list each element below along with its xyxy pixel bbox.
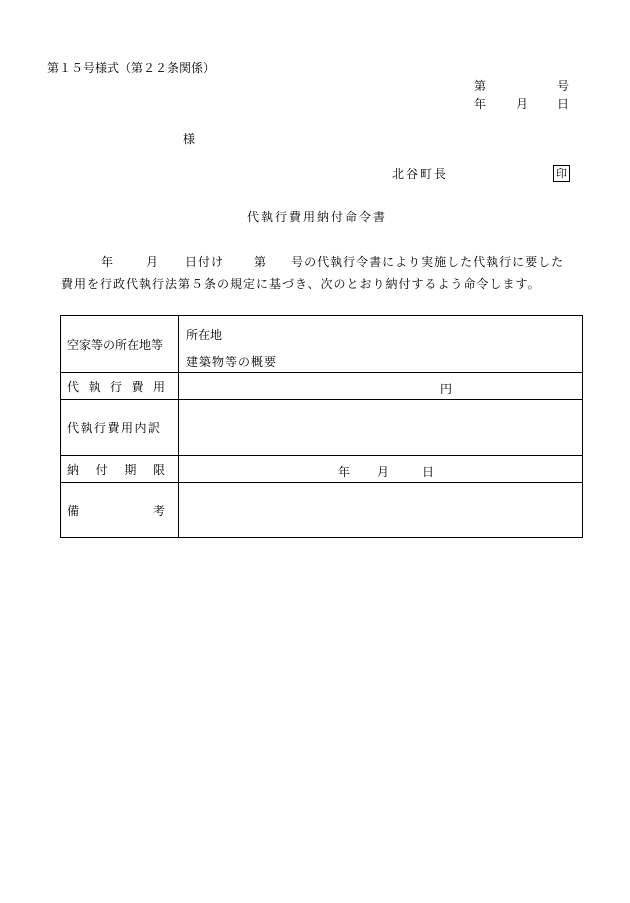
table-row-remarks — [61, 483, 583, 538]
issue-date-month: 月 — [516, 97, 529, 111]
remarks-label — [61, 483, 179, 538]
due-label-char: 限 — [152, 462, 165, 477]
location-label: 空家等の所在地等 — [61, 316, 179, 373]
seal-stamp: 印 — [553, 165, 570, 182]
body-number-prefix: 第 — [254, 255, 268, 269]
body-year: 年 — [101, 255, 115, 269]
body-line-1-rest: 号の代執行令書により実施した代執行に要した — [291, 255, 565, 269]
form-number: 第１５号様式（第２２条関係） — [47, 61, 216, 75]
cost-label-char: 代 — [67, 379, 80, 394]
location-value-cell — [179, 316, 583, 373]
due-label-char: 付 — [95, 462, 108, 477]
remarks-value-cell — [179, 483, 583, 538]
location-address-label: 所在地 — [186, 328, 223, 342]
due-date-year: 年 — [338, 465, 351, 479]
breakdown-label: 代執行費用内訳 — [61, 400, 179, 456]
due-date-day: 日 — [422, 465, 435, 479]
table-row-location — [61, 316, 583, 373]
cost-label — [61, 373, 179, 400]
due-label-char: 納 — [67, 462, 80, 477]
cost-value-cell — [179, 373, 583, 400]
body-text-line-2: 費用を行政代執行法第５条の規定に基づき、次のとおり納付するよう命令します。 — [61, 277, 541, 291]
document-title: 代執行費用納付命令書 — [247, 210, 388, 224]
document-number-suffix: 号 — [557, 79, 570, 93]
cost-label-char: 執 — [88, 379, 101, 394]
cost-unit: 円 — [440, 382, 453, 396]
body-month: 月 — [146, 255, 160, 269]
remarks-label-char: 備 — [67, 503, 80, 518]
cost-label-char: 費 — [131, 379, 144, 394]
table-row-due-date — [61, 456, 583, 483]
issue-date-year: 年 — [474, 97, 487, 111]
building-overview-label: 建築物等の概要 — [186, 355, 278, 369]
cost-label-char: 用 — [152, 379, 165, 394]
due-date-month: 月 — [377, 465, 390, 479]
table-row-breakdown — [61, 400, 583, 456]
issuer-title: 北谷町長 — [392, 167, 449, 181]
due-label-char: 期 — [124, 462, 137, 477]
issue-date-day: 日 — [557, 97, 570, 111]
addressee-honorific: 様 — [183, 132, 196, 146]
body-dated: 日付け — [185, 255, 225, 269]
details-table — [60, 315, 583, 538]
breakdown-value-cell — [179, 400, 583, 456]
body-text-line-1 — [101, 256, 564, 268]
due-date-value-cell — [179, 456, 583, 483]
document-number-prefix: 第 — [474, 79, 487, 93]
due-date-label — [61, 456, 179, 483]
remarks-label-char: 考 — [152, 503, 165, 518]
table-row-cost — [61, 373, 583, 400]
cost-label-char: 行 — [109, 379, 122, 394]
